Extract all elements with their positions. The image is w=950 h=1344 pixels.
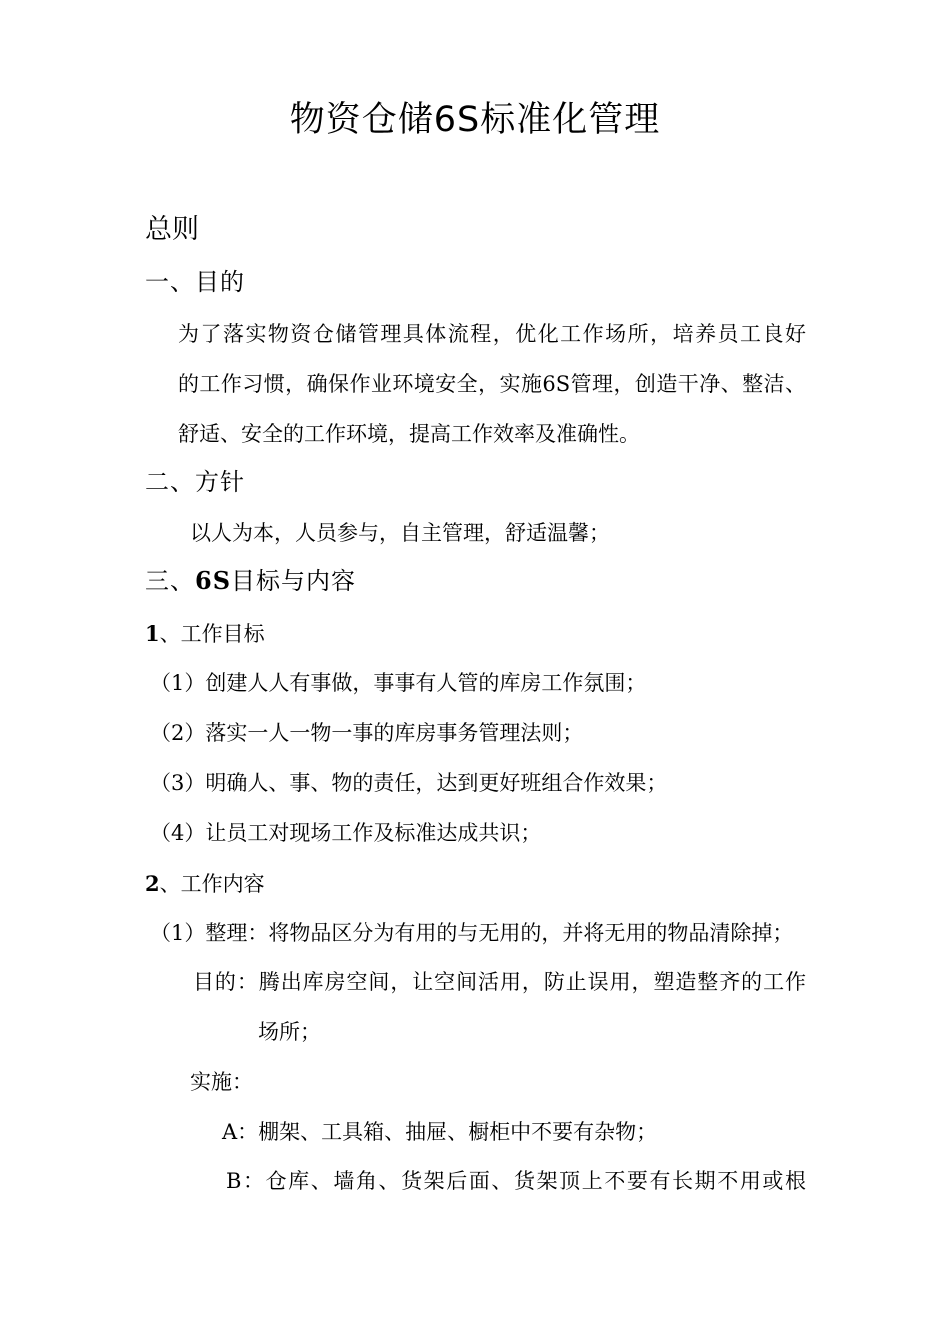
implementation-item-b: B：仓库、墙角、货架后面、货架顶上不要有长期不用或根 bbox=[226, 1169, 806, 1193]
work-goal-item-1: （1）创建人人有事做，事事有人管的库房工作氛围； bbox=[150, 671, 647, 695]
work-goal-item-3: （3）明确人、事、物的责任，达到更好班组合作效果； bbox=[150, 771, 668, 795]
purpose-line-2: 的工作习惯，确保作业环境安全，实施6S管理，创造干净、整洁、 bbox=[178, 372, 806, 396]
subheading-work-content bbox=[145, 873, 265, 895]
subheading-label: 、工作目标 bbox=[159, 622, 265, 646]
purpose-line-1: 为了落实物资仓储管理具体流程，优化工作场所，培养员工良好 bbox=[178, 322, 806, 346]
work-content-item-1: （1）整理：将物品区分为有用的与无用的，并将无用的物品清除掉； bbox=[150, 921, 794, 945]
subheading-label: 、工作内容 bbox=[159, 872, 265, 896]
work-goal-item-2: （2）落实一人一物一事的库房事务管理法则； bbox=[150, 721, 584, 745]
goals-heading-prefix: 三、 bbox=[145, 567, 195, 595]
goals-heading-6s: 6S bbox=[195, 566, 232, 595]
section-heading-general: 总则 bbox=[145, 214, 199, 245]
work-goal-item-4: （4）让员工对现场工作及标准达成共识； bbox=[150, 821, 542, 845]
section-heading-goals bbox=[145, 566, 357, 595]
subheading-work-goal bbox=[145, 623, 265, 645]
section-heading-policy: 二、方针 bbox=[145, 468, 245, 496]
purpose-of-sorting-line-2: 场所； bbox=[258, 1020, 321, 1044]
section-heading-purpose: 一、目的 bbox=[145, 268, 245, 296]
policy-text: 以人为本，人员参与，自主管理，舒适温馨； bbox=[190, 521, 610, 545]
implementation-label: 实施： bbox=[190, 1070, 253, 1094]
implementation-item-a: A：棚架、工具箱、抽屉、橱柜中不要有杂物； bbox=[222, 1120, 658, 1144]
goals-heading-suffix: 目标与内容 bbox=[231, 567, 357, 595]
subheading-number: 1 bbox=[145, 621, 160, 646]
subheading-number: 2 bbox=[145, 871, 160, 896]
document-title: 物资仓储6S标准化管理 bbox=[289, 100, 661, 140]
purpose-of-sorting-line-1: 目的：腾出库房空间，让空间活用，防止误用，塑造整齐的工作 bbox=[193, 970, 806, 994]
purpose-line-3: 舒适、安全的工作环境，提高工作效率及准确性。 bbox=[178, 422, 640, 446]
